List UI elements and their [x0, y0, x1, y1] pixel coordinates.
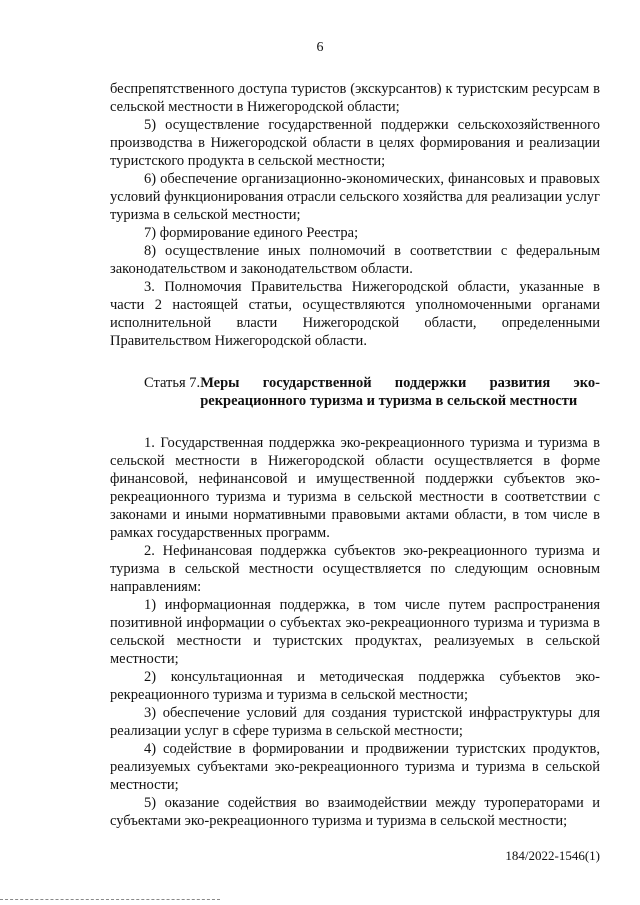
paragraph: 3. Полномочия Правительства Нижегородской области, указанные в части 2 настоящей статьи, осуществляются уполномоченными органами исполнительной власти Нижегородской области, определенными Правительством Нижегородской области. [110, 279, 600, 349]
paragraph: 4) содействие в формировании и продвижении туристских продуктов, реализуемых субъектами эко-рекреационного туризма и туризма в сельской местности; [110, 741, 600, 793]
paragraph: 2) консультационная и методическая поддержка субъектов эко-рекреационного туризма и туризма в сельской местности; [110, 669, 600, 703]
paragraph: 8) осуществление иных полномочий в соответствии с федеральным законодательством и законодательством области. [110, 243, 600, 277]
document-body [110, 80, 600, 830]
article-number: Статья 7. [144, 375, 201, 391]
paragraph: 5) оказание содействия во взаимодействии между туроператорами и субъектами эко-рекреационного туризма и туризма в сельской местности; [110, 795, 600, 829]
paragraph: 7) формирование единого Реестра; [144, 225, 359, 241]
paragraph: 1. Государственная поддержка эко-рекреационного туризма и туризма в сельской местности в Нижегородской области осуществляется в форме финансовой, нефинансовой и имущественной поддержки субъектов эко-рекреационного туризма и туризма в сельской местности в соответствии с законами и иными нормативными правовыми актами области, в том числе в рамках государственных программ. [110, 435, 600, 541]
paragraph: беспрепятственного доступа туристов (экскурсантов) к туристским ресурсам в сельской местности в Нижегородской области; [110, 81, 600, 115]
paragraph: 5) осуществление государственной поддержки сельскохозяйственного производства в Нижегородской области в целях формирования и реализации туристского продукта в сельской местности; [110, 117, 600, 169]
footer-divider [0, 899, 220, 900]
paragraph: 1) информационная поддержка, в том числе путем распространения позитивной информации о субъектах эко-рекреационного туризма и туризма в сельской местности и туристских продуктах, реализуемых в сельской местности; [110, 597, 600, 667]
paragraph: 3) обеспечение условий для создания туристской инфраструктуры для реализации услуг в сфере туризма в сельской местности; [110, 705, 600, 739]
article-heading [110, 374, 600, 410]
paragraph: 2. Нефинансовая поддержка субъектов эко-рекреационного туризма и туризма в сельской местности осуществляется по следующим основным направлениям: [110, 543, 600, 595]
article-title: Меры государственной поддержки развития эко-рекреационного туризма и туризма в сельской местности [200, 375, 600, 409]
document-registration-code: 184/2022-1546(1) [505, 848, 600, 863]
page-number: 6 [316, 40, 324, 55]
paragraph: 6) обеспечение организационно-экономических, финансовых и правовых условий функционирования отрасли сельского хозяйства для реализации услуг туризма в сельской местности; [110, 171, 600, 223]
